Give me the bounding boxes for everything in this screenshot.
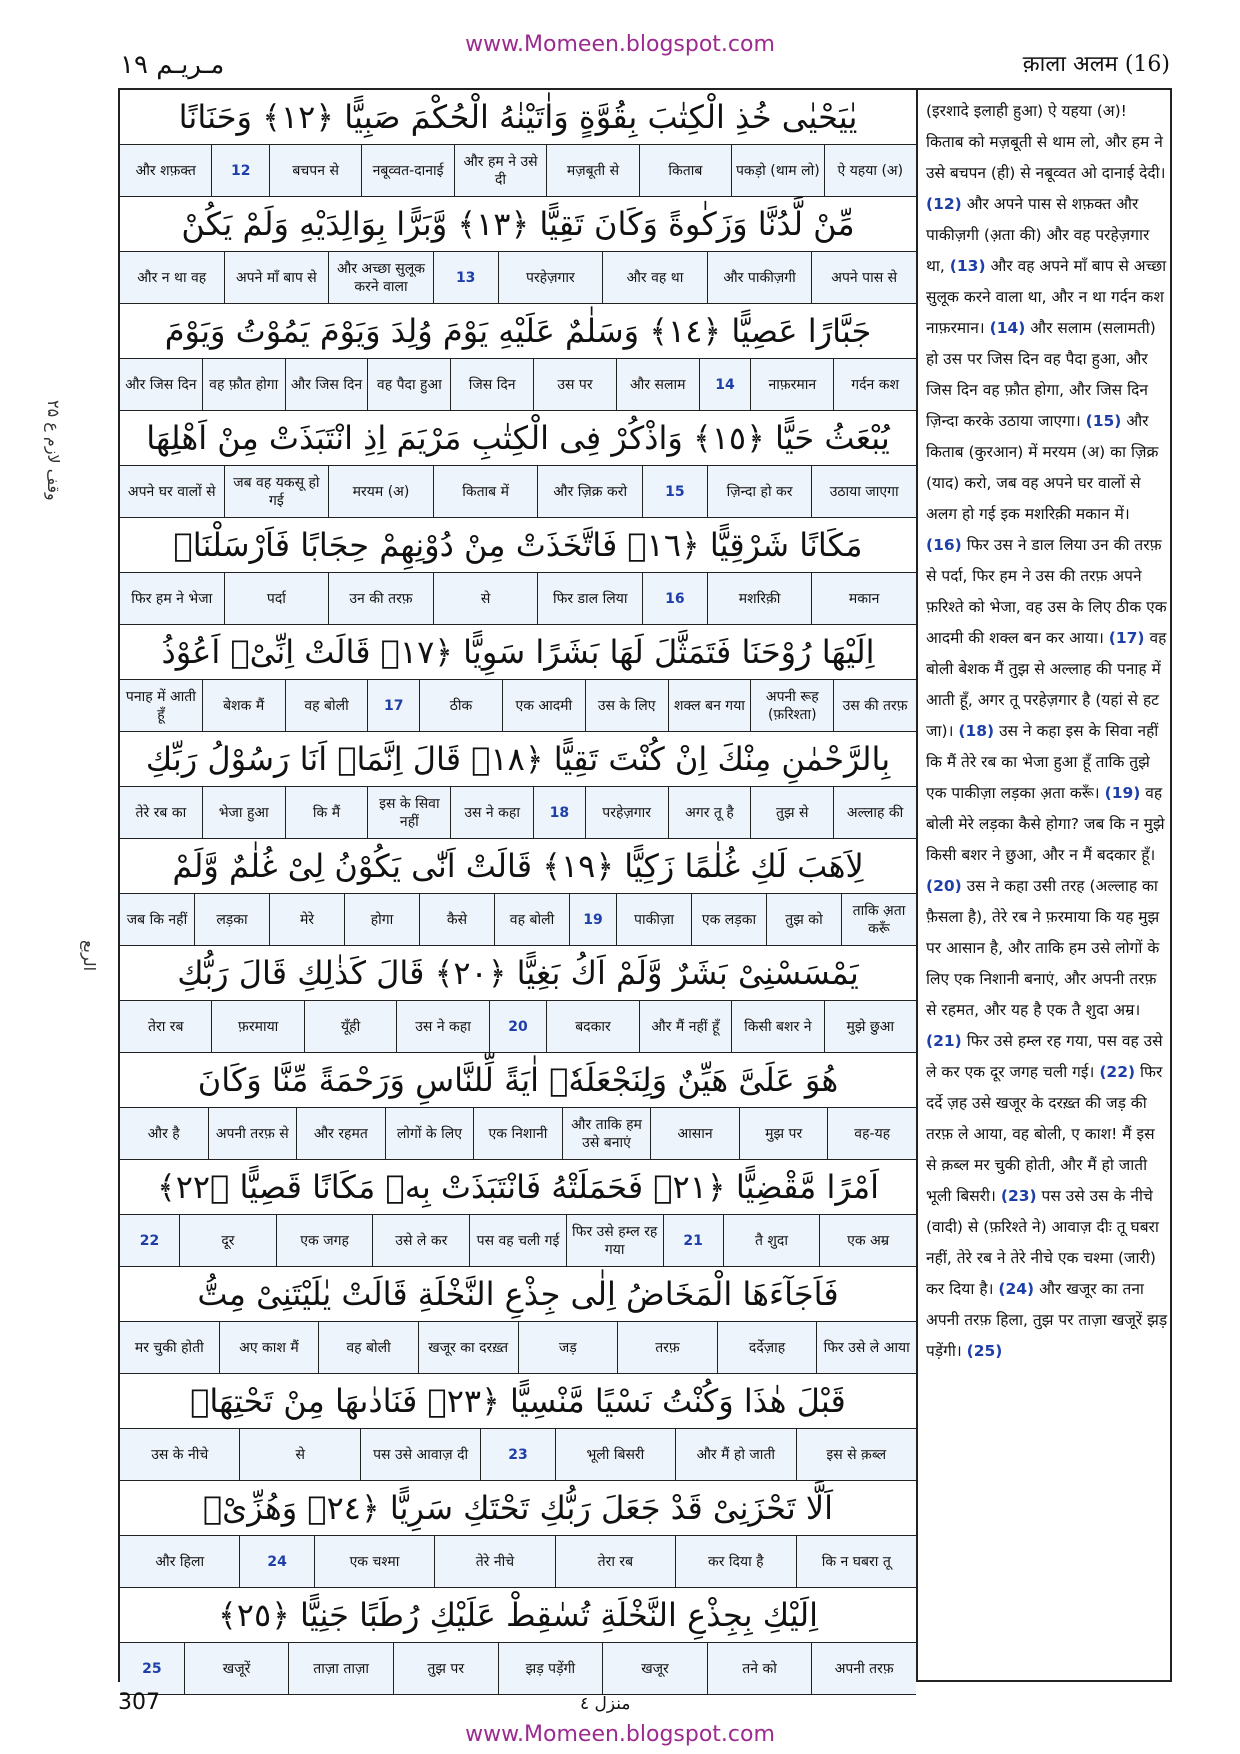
verse-number-cell: 20 [489, 1001, 546, 1052]
word-cell: फिर डाल लिया [537, 573, 642, 624]
verse-line: اَلَّا تَحْزَنِىْ قَدْ جَعَلَ رَبُّكِ تَحْتَكِ سَرِيًّا ﴿٢٤﴾ وَهُزِّىْۤ [120, 1481, 916, 1536]
word-translation-row [120, 145, 916, 197]
translation-verse-number: (20) [926, 877, 962, 895]
verse-line: يٰيَحْيٰى خُذِ الْكِتٰبَ بِقُوَّةٍ وَاٰتَيْنٰهُ الْحُكْمَ صَبِيًّا ﴿١٢﴾ وَحَنَانًا [120, 90, 916, 145]
word-cell: वह बोली [494, 894, 569, 945]
word-cell: फिर उसे हम्ल रह गया [566, 1215, 663, 1266]
word-cell: खजूर का दरख़्त [418, 1322, 518, 1373]
word-translation-row [120, 1643, 916, 1695]
word-cell: वह बोली [318, 1322, 418, 1373]
word-cell: से [239, 1429, 359, 1480]
word-cell: मुझे छुआ [824, 1001, 916, 1052]
word-translation-row [120, 1322, 916, 1374]
verse-line: هُوَ عَلَىَّ هَيِّنٌ وَلِنَجْعَلَهٗۤ اٰيَةً لِّلنَّاسِ وَرَحْمَةً مِّنَّا وَكَانَ [120, 1053, 916, 1108]
translation-text: और अपने पास से शफ़क्त और पाकीज़गी (अ़ता की) और वह परहेज़गार था, [926, 195, 1150, 275]
word-cell: ठीक [419, 680, 502, 731]
word-cell: पाकीज़ा [616, 894, 691, 945]
word-cell: एक निशानी [473, 1108, 562, 1159]
word-translation-row [120, 1108, 916, 1160]
word-cell: और ताकि हम उसे बनाएं [562, 1108, 651, 1159]
word-cell: ऐ यहया (अ) [824, 145, 916, 196]
translation-text: फिर दर्दे ज़ह उसे खजूर के दरख़्त की जड़ की तरफ़ ले आया, वह बोली, ए काश! मैं इस से क़ब्ल मर चुकी होती, और मैं हो जाती भूली बिसरी। [926, 1063, 1163, 1205]
word-translation-row [120, 573, 916, 625]
verse-number-cell: 19 [569, 894, 616, 945]
verse-number-cell: 25 [142, 1660, 162, 1677]
word-cell: उन की तरफ़ [328, 573, 433, 624]
translation-verse-number: (19) [1104, 784, 1141, 802]
word-cell: अल्लाह की [833, 787, 916, 838]
verse-number-cell: 21 [663, 1215, 723, 1266]
word-cell: उस ने कहा [396, 1001, 488, 1052]
word-cell: और जिस दिन [125, 376, 197, 393]
word-translation-row [120, 1001, 916, 1053]
word-translation-row [120, 894, 916, 946]
verse-line: جَبَّارًا عَصِيًّا ﴿١٤﴾ وَسَلٰمٌ عَلَيْهِ يَوْمَ وُلِدَ وَيَوْمَ يَمُوْتُ وَيَوْمَ [120, 304, 916, 359]
word-cell: आसान [650, 1108, 739, 1159]
word-cell: बचपन से [269, 145, 361, 196]
word-cell: होगा [344, 894, 419, 945]
word-cell: तरफ़ [617, 1322, 717, 1373]
verse-line: يُبْعَثُ حَيًّا ﴿١٥﴾ وَاذْكُرْ فِى الْكِتٰبِ مَرْيَمَ اِذِ انْتَبَذَتْ مِنْ اَهْلِهَا [120, 411, 916, 466]
word-cell: और अच्छा सुलूक करने वाला [328, 252, 433, 303]
verse-line: اَمْرًا مَّقْضِيًّا ﴿٢١﴾ فَحَمَلَتْهُ فَانْتَبَذَتْ بِهٖ مَكَانًا قَصِيًّا ﴿٢٢﴾ [120, 1160, 916, 1215]
word-cell: अपनी तरफ़ से [208, 1108, 297, 1159]
word-cell: तै शुदा [723, 1215, 820, 1266]
word-cell: अपने माँ बाप से [224, 252, 329, 303]
word-cell: नबूव्वत-दानाई [361, 145, 453, 196]
word-cell: परहेज़गार [498, 252, 603, 303]
translation-verse-number: (24) [998, 1280, 1035, 1298]
surah-title: مـريـم ١٩ [120, 50, 225, 80]
word-cell: एक अम्र [819, 1215, 916, 1266]
word-cell: खजूर [602, 1643, 707, 1694]
verse-number-cell: 12 [211, 145, 268, 196]
word-cell: इस से क़ब्ल [796, 1429, 916, 1480]
verse-number-cell: 23 [480, 1429, 554, 1480]
word-cell: खजूरें [184, 1643, 289, 1694]
word-cell: इस के सिवा नहीं [367, 787, 450, 838]
verse-line: بِالرَّحْمٰنِ مِنْكَ اِنْ كُنْتَ تَقِيًّا ﴿١٨﴾ قَالَ اِنَّمَاۤ اَنَا رَسُوْلُ رَبِّكِ [120, 732, 916, 787]
word-cell: कि न घबरा तू [796, 1536, 916, 1587]
word-cell: तेरा रब [147, 1018, 184, 1035]
word-cell: फ़रमाया [211, 1001, 303, 1052]
word-translation-row [120, 1215, 916, 1267]
word-cell: मशरिक़ी [707, 573, 812, 624]
translation-verse-number: (18) [958, 722, 995, 740]
verse-grid [120, 90, 916, 1680]
translation-text: फिर उस ने डाल लिया उन की तरफ़ से पर्दा, फिर हम ने उस की तरफ़ अपने फ़रिश्ते को भेजा, वह उस के लिए ठीक एक आदमी की शक्ल बन कर आया। [926, 536, 1167, 647]
word-cell: और वह था [602, 252, 707, 303]
word-cell: अपने घर वालों से [127, 483, 216, 500]
word-cell: भेजा हुआ [202, 787, 285, 838]
translation-verse-number: (23) [1000, 1187, 1037, 1205]
translation-text: पस उसे उस के नीचे (वादी) से (फ़रिश्ते ने) आवाज़ दीः तू घबरा नहीं, तेरे रब ने तेरे नीचे एक चश्मा (जारी) कर दिया है। [926, 1187, 1159, 1298]
word-cell: शक्ल बन गया [668, 680, 751, 731]
verse-number-cell: 18 [533, 787, 585, 838]
word-cell: और मैं नहीं हूँ [639, 1001, 731, 1052]
word-cell: और है [147, 1125, 180, 1142]
word-cell: नाफ़रमान [750, 359, 833, 410]
word-cell: वह बोली [285, 680, 368, 731]
verse-number-cell: 15 [642, 466, 707, 517]
word-cell: कर दिया है [675, 1536, 795, 1587]
word-cell: किताब [639, 145, 731, 196]
word-cell: उसे ले कर [372, 1215, 469, 1266]
word-cell: पकड़ो (थाम लो) [731, 145, 823, 196]
word-cell: तेरा रब [555, 1536, 675, 1587]
verse-line: فَاَجَآءَهَا الْمَخَاضُ اِلٰى جِذْعِ النَّخْلَةِ قَالَتْ يٰلَيْتَنِىْ مِتُّ [120, 1267, 916, 1322]
margin-note-rub: الربع [80, 940, 99, 972]
verse-number-cell: 17 [367, 680, 419, 731]
word-cell: फिर हम ने भेजा [131, 590, 213, 607]
word-translation-row [120, 466, 916, 518]
word-cell: पर्दा [224, 573, 329, 624]
word-cell: ज़िन्दा हो कर [707, 466, 812, 517]
word-cell: परहेज़गार [585, 787, 668, 838]
word-cell: एक जगह [276, 1215, 373, 1266]
word-cell: जिस दिन [450, 359, 533, 410]
verse-number-cell: 14 [699, 359, 751, 410]
word-cell: उस के लिए [585, 680, 668, 731]
verse-line: يَمْسَسْنِىْ بَشَرٌ وَّلَمْ اَكُ بَغِيًّا ﴿٢٠﴾ قَالَ كَذٰلِكِ قَالَ رَبُّكِ [120, 946, 916, 1001]
word-cell: से [433, 573, 538, 624]
translation-verse-number: (21) [926, 1032, 962, 1050]
word-cell: और मैं हो जाती [675, 1429, 795, 1480]
word-cell: और हिला [155, 1553, 205, 1570]
word-cell: वह पैदा हुआ [367, 359, 450, 410]
word-cell: और न था वह [137, 269, 207, 286]
word-translation-row [120, 1536, 916, 1588]
translation-verse-number: (15) [1085, 412, 1122, 430]
manzil-label: منزل ٤ [580, 1694, 631, 1714]
word-cell: किसी बशर ने [731, 1001, 823, 1052]
word-translation-row [120, 252, 916, 304]
word-cell: लोगों के लिए [385, 1108, 474, 1159]
word-cell: दर्देज़ाह [717, 1322, 817, 1373]
para-title: क़ाला अलम (16) [1022, 52, 1170, 77]
word-cell: और ज़िक्र करो [537, 466, 642, 517]
translation-text: वह बोली मेरे लड़का कैसे होगा? जब कि न मुझे किसी बशर ने छुआ, और न मैं बदकार हूँ। [926, 784, 1165, 864]
word-cell: लड़का [194, 894, 269, 945]
word-cell: अए काश मैं [219, 1322, 319, 1373]
verse-number-cell: 16 [642, 573, 707, 624]
translation-text: फिर उसे हम्ल रह गया, पस वह उसे ले कर एक दूर जगह चली गई। [926, 1032, 1163, 1081]
word-cell: उठाया जाएगा [811, 466, 916, 517]
word-cell: पस उसे आवाज़ दी [360, 1429, 480, 1480]
word-cell: ताकि अ़ता करूँ [841, 894, 916, 945]
word-cell: और रहमत [296, 1108, 385, 1159]
verse-number-cell: 13 [433, 252, 498, 303]
word-cell: वह फ़ौत होगा [202, 359, 285, 410]
word-translation-row [120, 1429, 916, 1481]
word-cell: एक लड़का [691, 894, 766, 945]
translation-text: (इरशादे इलाही हुआ) ऐ यहया (अ)! किताब को मज़बूती से थाम लो, और हम ने उसे बचपन (ही) से नबूव्वत ओ दानाई देदी। [926, 102, 1166, 182]
word-cell: कि मैं [285, 787, 368, 838]
verse-line: لِاَهَبَ لَكِ غُلٰمًا زَكِيًّا ﴿١٩﴾ قَالَتْ اَنّٰى يَكُوْنُ لِىْ غُلٰمٌ وَّلَمْ [120, 839, 916, 894]
word-cell: तुझ से [750, 787, 833, 838]
word-cell: और शफ़क्त [135, 162, 196, 179]
translation-text: और किताब (कुरआन) में मरयम (अ) का ज़िक्र (याद) करो, जब वह अपने घर वालों से अलग हो गई इक मशरिक़ी मकान में। [926, 412, 1159, 523]
word-cell: जब कि नहीं [126, 911, 188, 928]
word-cell: उस पर [533, 359, 616, 410]
word-cell: और जिस दिन [285, 359, 368, 410]
header-url: www.Momeen.blogspot.com [465, 32, 775, 57]
word-cell: तने को [707, 1643, 812, 1694]
word-cell: एक आदमी [502, 680, 585, 731]
footer-url: www.Momeen.blogspot.com [465, 1722, 775, 1747]
word-cell: यूँही [304, 1001, 396, 1052]
column-divider [916, 88, 918, 1682]
word-cell: पस वह चली गई [469, 1215, 566, 1266]
word-cell: उस के नीचे [151, 1446, 209, 1463]
margin-note-waqf: وقف لازم ع ۲۵ [44, 400, 63, 501]
verse-line: اِلَيْكِ بِجِذْعِ النَّخْلَةِ تُسٰقِطْ عَلَيْكِ رُطَبًا جَنِيًّا ﴿٢٥﴾ [120, 1588, 916, 1643]
word-cell: कैसे [419, 894, 494, 945]
word-cell: मकान [811, 573, 916, 624]
word-cell: बेशक मैं [202, 680, 285, 731]
word-cell: फिर उसे ले आया [816, 1322, 916, 1373]
word-translation-row [120, 359, 916, 411]
word-cell: वह-यह [827, 1108, 916, 1159]
page-number: 307 [118, 1690, 160, 1715]
translation-verse-number: (16) [926, 536, 962, 554]
verse-line: اِلَيْهَا رُوْحَنَا فَتَمَثَّلَ لَهَا بَشَرًا سَوِيًّا ﴿١٧﴾ قَالَتْ اِنِّىْۤ اَعُوْذُ [120, 625, 916, 680]
word-cell: उस की तरफ़ [833, 680, 916, 731]
word-cell: अपनी तरफ़ [811, 1643, 916, 1694]
word-translation-row [120, 680, 916, 732]
verse-number-cell: 24 [239, 1536, 313, 1587]
word-cell: जब वह यकसू हो गई [224, 466, 329, 517]
word-cell: अगर तू है [668, 787, 751, 838]
word-cell: मुझ पर [739, 1108, 828, 1159]
word-cell: अपने पास से [811, 252, 916, 303]
word-cell: उस ने कहा [450, 787, 533, 838]
translation-verse-number: (25) [966, 1342, 1003, 1360]
word-cell: तेरे नीचे [434, 1536, 554, 1587]
verse-line: قَبْلَ هٰذَا وَكُنْتُ نَسْيًا مَّنْسِيًّا ﴿٢٣﴾ فَنَادٰىهَا مِنْ تَحْتِهَاۤ [120, 1374, 916, 1429]
word-cell: तुझ पर [393, 1643, 498, 1694]
word-cell: तुझ को [766, 894, 841, 945]
word-cell: किताब में [433, 466, 538, 517]
word-translation-row [120, 787, 916, 839]
word-cell: और पाकीज़गी [707, 252, 812, 303]
word-cell: पनाह में आती हूँ [125, 688, 196, 723]
word-cell: मर चुकी होती [134, 1339, 204, 1356]
translation-text: और खजूर का तना अपनी तरफ़ हिला, तुझ पर ताज़ा खजूरें झड़ पड़ेंगी। [926, 1280, 1168, 1360]
translation-verse-number: (17) [1108, 629, 1145, 647]
word-cell: गर्दन कश [833, 359, 916, 410]
translation-text: और सलाम (सलामती) हो उस पर जिस दिन वह पैदा हुआ, और जिस दिन वह फ़ौत होगा, और जिस दिन ज़िन्दा करके उठाया जाएगा। [926, 319, 1156, 430]
translation-text: उस ने कहा उसी तरह (अल्लाह का फ़ैसला है), तेरे रब ने फ़रमाया कि यह मुझ पर आसान है, और ताकि हम उसे लोगों के लिए एक निशानी बनाएं, और अपनी तरफ़ से रहमत, और यह है एक तै शुदा अम्र। [926, 877, 1160, 1019]
word-cell: और हम ने उसे दी [454, 145, 546, 196]
translation-verse-number: (12) [926, 195, 962, 213]
verse-number-cell: 22 [139, 1232, 160, 1249]
word-cell: बदकार [546, 1001, 638, 1052]
word-cell: और सलाम [616, 359, 699, 410]
word-cell: एक चश्मा [314, 1536, 434, 1587]
word-cell: मरयम (अ) [328, 466, 433, 517]
translation-text: उस ने कहा इस के सिवा नहीं कि मैं तेरे रब का भेजा हुआ हूँ ताकि तुझे एक पाकीज़ा लड़का अ़ता करूँ। [926, 722, 1159, 802]
word-cell: तेरे रब का [135, 804, 187, 821]
word-cell: जड़ [518, 1322, 618, 1373]
word-cell: ताज़ा ताज़ा [288, 1643, 393, 1694]
word-cell: भूली बिसरी [555, 1429, 675, 1480]
word-cell: अपनी रूह (फ़रिश्ता) [750, 680, 833, 731]
translation-verse-number: (22) [1099, 1063, 1136, 1081]
word-cell: दूर [179, 1215, 276, 1266]
translation-column [926, 96, 1168, 1367]
word-cell: मज़बूती से [546, 145, 638, 196]
verse-line: مِّنْ لَّدُنَّا وَزَكٰوةً وَكَانَ تَقِيًّا ﴿١٣﴾ وَّبَرًّا بِوَالِدَيْهِ وَلَمْ يَكُنْ [120, 197, 916, 252]
translation-text: और वह अपने माँ बाप से अच्छा सुलूक करने वाला था, और न था गर्दन कश नाफ़रमान। [926, 257, 1167, 337]
verse-line: مَكَانًا شَرْقِيًّا ﴿١٦﴾ فَاتَّخَذَتْ مِنْ دُوْنِهِمْ حِجَابًا فَاَرْسَلْنَاۤ [120, 518, 916, 573]
translation-verse-number: (14) [989, 319, 1026, 337]
word-cell: मेरे [269, 894, 344, 945]
translation-verse-number: (13) [949, 257, 986, 275]
word-cell: झड़ पड़ेंगी [498, 1643, 603, 1694]
translation-text: वह बोली बेशक मैं तुझ से अल्लाह की पनाह में आती हूँ, अगर तू परहेज़गार है (यहां से हट जा)। [926, 629, 1167, 740]
